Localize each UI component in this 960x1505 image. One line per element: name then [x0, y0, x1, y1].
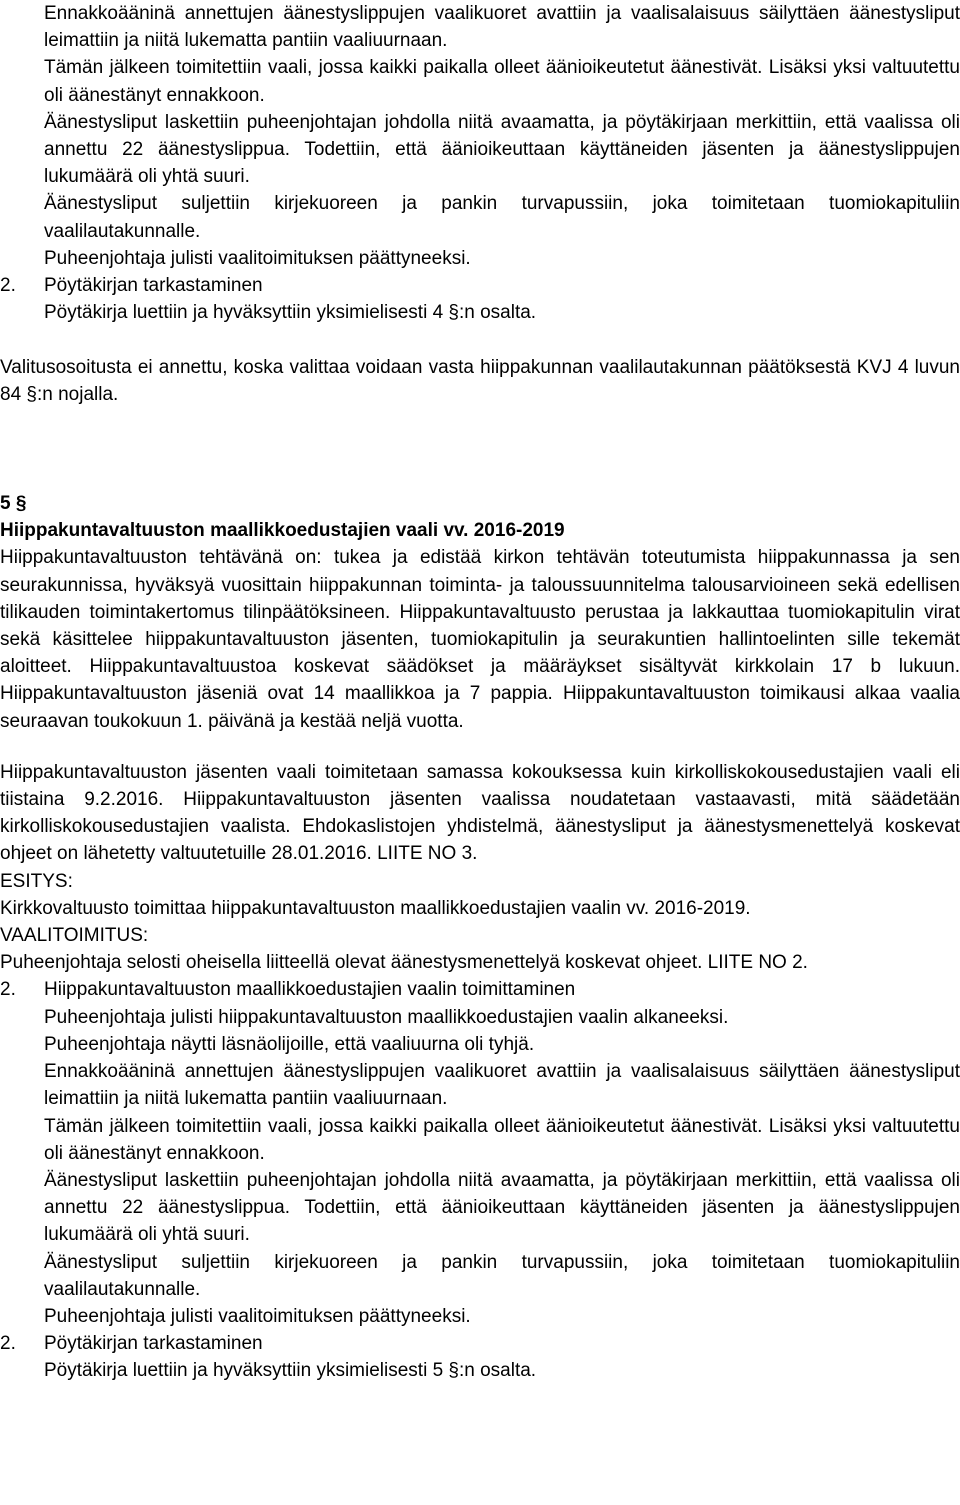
check-item-heading [0, 1330, 960, 1357]
check-item-text: Pöytäkirja luettiin ja hyväksyttiin yksimielisesti 5 §:n osalta. [44, 1360, 537, 1382]
section-5 [0, 490, 960, 1385]
top-line: Puheenjohtaja julisti vaalitoimituksen päättyneeksi. [44, 247, 471, 269]
election-item-number: 2. [0, 979, 16, 1001]
top-item-title: Pöytäkirjan tarkastaminen [44, 275, 263, 297]
section-number: 5 § [0, 493, 27, 515]
check-item-number: 2. [0, 1333, 16, 1355]
election-line: Tämän jälkeen toimitettiin vaali, jossa kaikki paikalla olleet äänioikeutetut äänestivät. Lisäksi yksi valtuutettu oli äänestänyt ennakkoon. [44, 1115, 960, 1164]
election-line: Ennakkoääninä annettujen äänestyslippujen vaalikuoret avattiin ja vaalisalaisuus säilyttäen äänestysliput leimattiin ja niitä lukematta pantiin vaaliuurnaan. [44, 1061, 960, 1110]
election-line: Puheenjohtaja näytti läsnäolijoille, että vaaliuurna oli tyhjä. [44, 1033, 535, 1055]
election-item-title: Hiippakuntavaltuuston maallikkoedustajien vaalin toimittaminen [44, 979, 576, 1001]
top-item-text: Pöytäkirja luettiin ja hyväksyttiin yksimielisesti 4 §:n osalta. [44, 302, 537, 324]
top-continuation [0, 0, 960, 326]
election-line: Äänestysliput laskettiin puheenjohtajan johdolla niitä avaamatta, ja pöytäkirjaan merkittiin, että vaalissa oli annettu 22 äänestyslippua. Todettiin, että äänioikeuttaan käyttäneiden jäsenten ja äänestyslippujen lukumäärä oli yhtä suuri. [44, 1169, 960, 1246]
proposal-text: Kirkkovaltuusto toimittaa hiippakuntavaltuuston maallikkoedustajien vaalin vv. 2016-2019. [0, 897, 751, 919]
top-item-heading [0, 272, 960, 299]
election-line: Puheenjohtaja julisti vaalitoimituksen päättyneeksi. [44, 1305, 471, 1327]
section-title: Hiippakuntavaltuuston maallikkoedustajien vaali vv. 2016-2019 [0, 520, 565, 542]
top-item-number: 2. [0, 275, 16, 297]
election-label: VAALITOIMITUS: [0, 925, 149, 947]
section-paragraph-1: Hiippakuntavaltuuston tehtävänä on: tukea ja edistää kirkon tehtävän toteutumista hiippakunnassa ja sen seurakunnissa, hyväksyä vuosittain hiippakunnan toiminta- ja taloussuunnitelma talousarvioineen sekä edellisen tilikauden toimintakertomus tilinpäätöksineen. Hiippakuntavaltuusto perustaa ja lakkauttaa tuomiokapitulin virat sekä käsittelee hiippakuntavaltuuston jäsenten, tuomiokapitulin ja seurakuntien hallintoelinten sille tekemät aloitteet. Hiippakuntavaltuustoa koskevat säädökset ja määräykset sisältyvät kirkkolain 17 b lukuun. Hiippakuntavaltuuston jäseniä ovat 14 maallikkoa ja 7 pappia. Hiippakuntavaltuuston toimikausi alkaa vaalia seuraavan toukokuun 1. päivänä ja kestää neljä vuotta. [0, 547, 960, 732]
election-text: Puheenjohtaja selosti oheisella liitteellä olevat äänestysmenettelyä koskevat ohjeet. LIITE NO 2. [0, 952, 808, 974]
election-line: Äänestysliput suljettiin kirjekuoreen ja pankin turvapussiin, joka toimitetaan tuomiokapituliin vaalilautakunnalle. [44, 1251, 960, 1300]
section-paragraph-2: Hiippakuntavaltuuston jäsenten vaali toimitetaan samassa kokouksessa kuin kirkolliskokousedustajien vaali eli tiistaina 9.2.2016. Hiippakuntavaltuuston jäsenten vaalissa noudatetaan vastaavasti, mitä säädetään kirkolliskokousedustajien vaalista. Ehdokaslistojen yhdistelmä, äänestysliput ja äänestysmenettelyä koskevat ohjeet on lähetetty valtuutetuille 28.01.2016. LIITE NO 3. [0, 761, 960, 865]
top-line: Tämän jälkeen toimitettiin vaali, jossa kaikki paikalla olleet äänioikeutetut äänestivät. Lisäksi yksi valtuutettu oli äänestänyt ennakkoon. [44, 57, 960, 106]
proposal-label: ESITYS: [0, 870, 73, 892]
top-line: Äänestysliput laskettiin puheenjohtajan johdolla niitä avaamatta, ja pöytäkirjaan merkittiin, että vaalissa oli annettu 22 äänestyslippua. Todettiin, että äänioikeuttaan käyttäneiden jäsenten ja äänestyslippujen lukumäärä oli yhtä suuri. [44, 111, 960, 188]
election-line: Puheenjohtaja julisti hiippakuntavaltuuston maallikkoedustajien vaalin alkaneeksi. [44, 1006, 729, 1028]
election-item-heading [0, 976, 960, 1003]
top-line: Ennakkoääninä annettujen äänestyslippujen vaalikuoret avattiin ja vaalisalaisuus säilyttäen äänestysliput leimattiin ja niitä lukematta pantiin vaaliuurnaan. [44, 3, 960, 52]
appeal-note: Valitusosoitusta ei annettu, koska valittaa voidaan vasta hiippakunnan vaalilautakunnan päätöksestä KVJ 4 luvun 84 §:n nojalla. [0, 356, 960, 405]
top-line: Äänestysliput suljettiin kirjekuoreen ja pankin turvapussiin, joka toimitetaan tuomiokapituliin vaalilautakunnalle. [44, 193, 960, 242]
check-item-title: Pöytäkirjan tarkastaminen [44, 1333, 263, 1355]
